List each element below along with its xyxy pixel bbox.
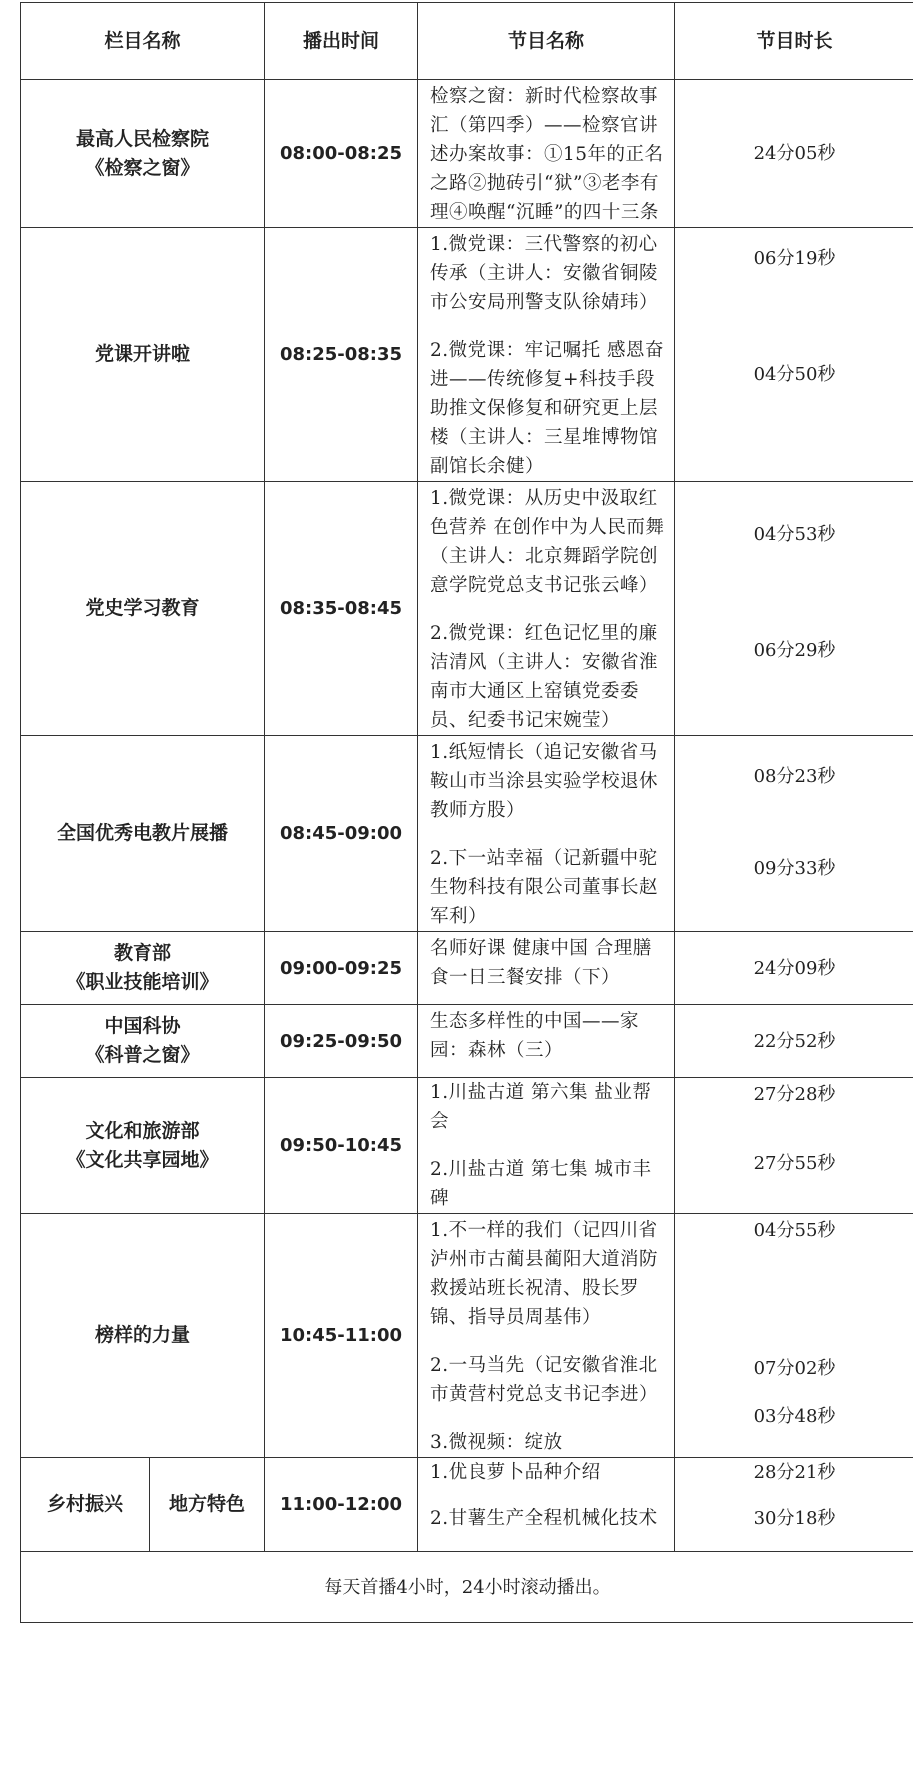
table-row: [21, 1214, 913, 1458]
program-title: 2.川盐古道 第七集 城市丰碑: [430, 1159, 652, 1209]
header-column: 栏目名称: [21, 3, 265, 80]
column-name: 文化和旅游部 《文化共享园地》: [21, 1078, 265, 1214]
table-row: [21, 1458, 913, 1552]
program-cell: [418, 932, 675, 1005]
program-cell: [418, 1458, 675, 1552]
column-subname: 地方特色: [150, 1458, 265, 1552]
program-title: 2.微党课：红色记忆里的廉洁清风（主讲人：安徽省淮南市大通区上窑镇党委委员、纪委书记宋婉莹）: [430, 623, 659, 731]
program-title: 1.纸短情长（追记安徽省马鞍山市当涂县实验学校退休教师方股）: [430, 742, 659, 821]
duration-cell: [675, 1214, 913, 1458]
program-cell: [418, 1214, 675, 1458]
table-row: [21, 736, 913, 932]
program-cell: [418, 1005, 675, 1078]
duration: 28分21秒: [753, 1462, 836, 1483]
column-name: 中国科协 《科普之窗》: [21, 1005, 265, 1078]
duration-cell: [675, 736, 913, 932]
program-title: 1.微党课：从历史中汲取红色营养 在创作中为人民而舞（主讲人：北京舞蹈学院创意学院党总支书记张云峰）: [430, 488, 665, 596]
duration-cell: [675, 932, 913, 1005]
air-time: 08:25-08:35: [265, 228, 418, 482]
program-cell: [418, 736, 675, 932]
column-name: 榜样的力量: [21, 1214, 265, 1458]
air-time: 09:50-10:45: [265, 1078, 418, 1214]
duration: 27分28秒: [753, 1084, 836, 1105]
program-title: 2.一马当先（记安徽省淮北市黄营村党总支书记李进）: [430, 1355, 659, 1405]
duration: 07分02秒: [753, 1358, 836, 1379]
column-name: 党课开讲啦: [21, 228, 265, 482]
program-title: 1.川盐古道 第六集 盐业帮会: [430, 1082, 652, 1132]
table-row: [21, 80, 913, 228]
column-name: 乡村振兴: [21, 1458, 150, 1552]
program-title: 3.微视频：绽放: [430, 1432, 563, 1453]
program-title: 检察之窗：新时代检察故事汇（第四季）——检察官讲述办案故事：①15年的正名之路②抛砖引“狱”③老李有理④唤醒“沉睡”的四十三条: [430, 86, 664, 223]
air-time: 08:35-08:45: [265, 482, 418, 736]
duration: 22分52秒: [753, 1030, 836, 1052]
header-row: [21, 3, 913, 80]
air-time: 09:25-09:50: [265, 1005, 418, 1078]
program-title: 1.微党课：三代警察的初心传承（主讲人：安徽省铜陵市公安局刑警支队徐婧玮）: [430, 234, 659, 313]
duration: 06分29秒: [753, 640, 836, 661]
column-name: 教育部 《职业技能培训》: [21, 932, 265, 1005]
program-cell: [418, 228, 675, 482]
air-time: 09:00-09:25: [265, 932, 418, 1005]
program-title: 1.不一样的我们（记四川省泸州市古蔺县蔺阳大道消防救援站班长祝清、股长罗锦、指导员周基伟）: [430, 1220, 659, 1328]
program-cell: [418, 482, 675, 736]
column-name: 最高人民检察院 《检察之窗》: [21, 80, 265, 228]
table-row: [21, 1078, 913, 1214]
duration-cell: [675, 1005, 913, 1078]
program-title: 2.微党课：牢记嘱托 感恩奋进——传统修复+科技手段 助推文保修复和研究更上层楼（主讲人：三星堆博物馆副馆长余健）: [430, 340, 665, 477]
duration-cell: [675, 1078, 913, 1214]
duration: 09分33秒: [753, 858, 836, 879]
duration: 04分53秒: [753, 524, 836, 545]
duration: 24分09秒: [753, 957, 836, 979]
air-time: 11:00-12:00: [265, 1458, 418, 1552]
duration: 30分18秒: [753, 1508, 836, 1529]
footer-row: [21, 1552, 913, 1623]
table-row: [21, 228, 913, 482]
table-row: [21, 482, 913, 736]
program-cell: [418, 1078, 675, 1214]
duration: 04分50秒: [753, 364, 836, 385]
table-row: [21, 932, 913, 1005]
air-time: 08:45-09:00: [265, 736, 418, 932]
duration-cell: [675, 80, 913, 228]
air-time: 10:45-11:00: [265, 1214, 418, 1458]
duration: 08分23秒: [753, 766, 836, 787]
program-title: 2.下一站幸福（记新疆中驼生物科技有限公司董事长赵军利）: [430, 848, 659, 927]
header-program: 节目名称: [418, 3, 675, 80]
duration-cell: [675, 1458, 913, 1552]
program-title: 2.甘薯生产全程机械化技术: [430, 1508, 658, 1529]
footer-note: 每天首播4小时，24小时滚动播出。: [21, 1552, 913, 1623]
duration-cell: [675, 482, 913, 736]
column-name: 全国优秀电教片展播: [21, 736, 265, 932]
duration: 06分19秒: [753, 248, 836, 269]
header-duration: 节目时长: [675, 3, 913, 80]
duration: 03分48秒: [753, 1406, 836, 1427]
program-cell: [418, 80, 675, 228]
program-title: 生态多样性的中国——家园：森林（三）: [430, 1011, 640, 1061]
duration: 24分05秒: [753, 143, 836, 164]
air-time: 08:00-08:25: [265, 80, 418, 228]
program-title: 名师好课 健康中国 合理膳食一日三餐安排（下）: [430, 938, 652, 988]
schedule-table: [20, 2, 913, 1623]
duration-cell: [675, 228, 913, 482]
table-row: [21, 1005, 913, 1078]
column-name: 党史学习教育: [21, 482, 265, 736]
duration: 27分55秒: [753, 1153, 836, 1174]
program-title: 1.优良萝卜品种介绍: [430, 1462, 601, 1483]
duration: 04分55秒: [753, 1220, 836, 1241]
header-time: 播出时间: [265, 3, 418, 80]
